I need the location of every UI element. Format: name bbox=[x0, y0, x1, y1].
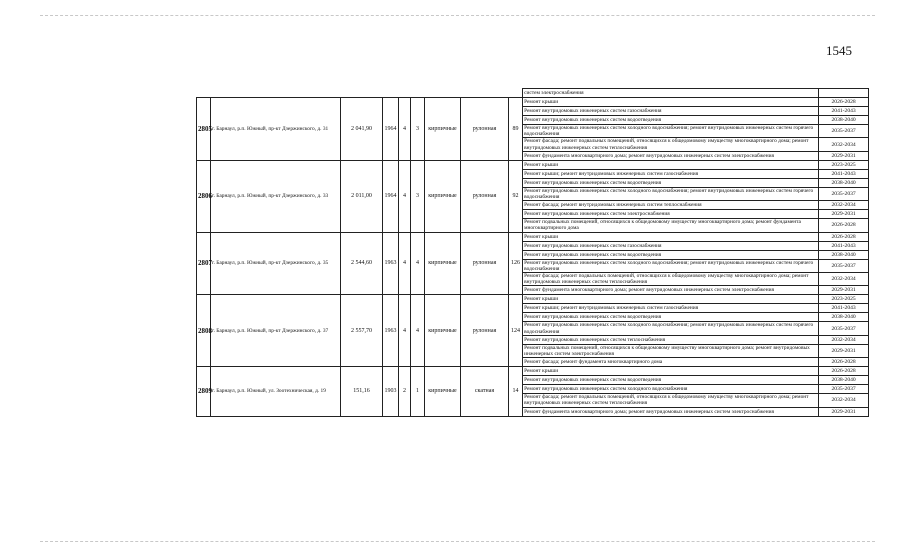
roof-type: скатная bbox=[461, 367, 509, 416]
work-cell: Ремонт внутридомовых инженерных систем электроснабжения bbox=[523, 210, 819, 219]
apartment-count: 92 bbox=[509, 160, 523, 232]
roof-type: рулонная bbox=[461, 98, 509, 161]
building-area: 2 544,60 bbox=[341, 232, 383, 295]
work-cell: Ремонт подвальных помещений, относящихся к общедомовому имуществу многоквартирного дома; ремонт фундамента многоквартирного дома bbox=[523, 219, 819, 232]
building-area: 151,16 bbox=[341, 367, 383, 416]
work-cell: Ремонт крыши bbox=[523, 160, 819, 169]
work-cell: Ремонт крыши bbox=[523, 367, 819, 376]
period-cell: 2029-2031 bbox=[819, 210, 869, 219]
work-cell: Ремонт крыши bbox=[523, 98, 819, 107]
building-number: 2808 bbox=[197, 295, 211, 367]
roof-type: рулонная bbox=[461, 160, 509, 232]
work-cell: Ремонт крыши; ремонт внутридомовых инженерных систем газоснабжения bbox=[523, 169, 819, 178]
building-floors: 4 bbox=[399, 232, 411, 295]
work-cell: Ремонт внутридомовых инженерных систем водоотведения bbox=[523, 116, 819, 125]
apartment-count: 14 bbox=[509, 367, 523, 416]
building-address: г. Барнаул, р.п. Южный, ул. Зоотехническая, д. 19 bbox=[211, 367, 341, 416]
apartment-count: 89 bbox=[509, 98, 523, 161]
period-cell: 2035-2037 bbox=[819, 187, 869, 200]
roof-type: рулонная bbox=[461, 232, 509, 295]
work-cell: Ремонт внутридомовых инженерных систем холодного водоснабжения; ремонт внутридомовых инженерных систем горячего водоснабжения bbox=[523, 322, 819, 335]
period-cell: 2026-2028 bbox=[819, 367, 869, 376]
work-cell: Ремонт фундамента многоквартирного дома; ремонт внутридомовых инженерных систем электроснабжения bbox=[523, 151, 819, 160]
period-cell: 2029-2031 bbox=[819, 407, 869, 416]
work-cell: Ремонт фасада; ремонт подвальных помещений, относящихся к общедомовому имуществу многоквартирного дома; ремонт внутридомовых инженерных систем теплоснабжения bbox=[523, 273, 819, 286]
period-cell: 2026-2028 bbox=[819, 358, 869, 367]
building-area: 2 041,90 bbox=[341, 98, 383, 161]
building-entrances: 3 bbox=[411, 98, 425, 161]
period-cell: 2023-2025 bbox=[819, 160, 869, 169]
work-cell: Ремонт подвальных помещений, относящихся к общедомовому имуществу многоквартирного дома; ремонт внутридомовых инженерных систем электроснабжения bbox=[523, 344, 819, 357]
period-cell: 2029-2031 bbox=[819, 151, 869, 160]
wall-material: кирпичные bbox=[425, 160, 461, 232]
period-cell: 2041-2043 bbox=[819, 304, 869, 313]
work-cell: Ремонт крыши bbox=[523, 295, 819, 304]
building-area: 2 557,70 bbox=[341, 295, 383, 367]
building-address: г. Барнаул, р.п. Южный, пр-кт Дзержинского, д. 31 bbox=[211, 98, 341, 161]
roof-type: рулонная bbox=[461, 295, 509, 367]
table-row bbox=[197, 98, 869, 107]
building-entrances: 3 bbox=[411, 160, 425, 232]
building-number: 2809 bbox=[197, 367, 211, 416]
work-cell: Ремонт внутридомовых инженерных систем холодного водоснабжения; ремонт внутридомовых инженерных систем горячего водоснабжения bbox=[523, 187, 819, 200]
building-floors: 4 bbox=[399, 295, 411, 367]
building-area: 2 011,00 bbox=[341, 160, 383, 232]
building-year: 1963 bbox=[383, 232, 399, 295]
work-cell: Ремонт фасада; ремонт подвальных помещений, относящихся к общедомовому имуществу многоквартирного дома; ремонт внутридомовых инженерных систем теплоснабжения bbox=[523, 138, 819, 151]
period-cell: 2035-2037 bbox=[819, 322, 869, 335]
building-year: 1964 bbox=[383, 98, 399, 161]
table-row bbox=[197, 160, 869, 169]
work-cell: Ремонт фундамента многоквартирного дома; ремонт внутридомовых инженерных систем электроснабжения bbox=[523, 286, 819, 295]
building-entrances: 4 bbox=[411, 295, 425, 367]
wall-material: кирпичные bbox=[425, 232, 461, 295]
building-year: 1903 bbox=[383, 367, 399, 416]
work-cell: Ремонт крыши bbox=[523, 232, 819, 241]
work-cell: Ремонт внутридомовых инженерных систем водоотведения bbox=[523, 313, 819, 322]
building-floors: 4 bbox=[399, 98, 411, 161]
period-cell: 2041-2043 bbox=[819, 107, 869, 116]
period-cell: 2032-2034 bbox=[819, 201, 869, 210]
apartment-count: 126 bbox=[509, 232, 523, 295]
period-cell: 2035-2037 bbox=[819, 259, 869, 272]
building-floors: 2 bbox=[399, 367, 411, 416]
building-entrances: 1 bbox=[411, 367, 425, 416]
period-cell: 2029-2031 bbox=[819, 344, 869, 357]
page-number: 1545 bbox=[826, 43, 852, 58]
period-cell: 2029-2031 bbox=[819, 286, 869, 295]
scan-edge-bottom bbox=[40, 541, 875, 542]
period-cell: 2038-2040 bbox=[819, 178, 869, 187]
work-cell: Ремонт внутридомовых инженерных систем холодного водоснабжения; ремонт внутридомовых инженерных систем горячего водоснабжения bbox=[523, 125, 819, 138]
work-cell: Ремонт внутридомовых инженерных систем газоснабжения bbox=[523, 241, 819, 250]
period-cell: 2032-2034 bbox=[819, 138, 869, 151]
work-cell: Ремонт внутридомовых инженерных систем холодного водоснабжения bbox=[523, 385, 819, 394]
period-cell: 2032-2034 bbox=[819, 273, 869, 286]
work-cell: Ремонт внутридомовых инженерных систем водоотведения bbox=[523, 250, 819, 259]
period-cell: 2041-2043 bbox=[819, 169, 869, 178]
building-number: 2806 bbox=[197, 160, 211, 232]
building-year: 1963 bbox=[383, 295, 399, 367]
period-cell: 2038-2040 bbox=[819, 250, 869, 259]
building-floors: 4 bbox=[399, 160, 411, 232]
period-cell: 2035-2037 bbox=[819, 125, 869, 138]
period-cell: 2035-2037 bbox=[819, 385, 869, 394]
work-cell: Ремонт внутридомовых инженерных систем холодного водоснабжения; ремонт внутридомовых инженерных систем горячего водоснабжения bbox=[523, 259, 819, 272]
table-row bbox=[197, 367, 869, 376]
building-number: 2805 bbox=[197, 98, 211, 161]
building-address: г. Барнаул, р.п. Южный, пр-кт Дзержинского, д. 35 bbox=[211, 232, 341, 295]
work-cell: Ремонт фасада; ремонт подвальных помещений, относящихся к общедомовому имуществу многоквартирного дома; ремонт внутридомовых инженерных систем теплоснабжения bbox=[523, 394, 819, 407]
work-cell: Ремонт крыши; ремонт внутридомовых инженерных систем газоснабжения bbox=[523, 304, 819, 313]
period-cell: 2038-2040 bbox=[819, 313, 869, 322]
work-cell: Ремонт внутридомовых инженерных систем водоотведения bbox=[523, 376, 819, 385]
period-cell: 2026-2028 bbox=[819, 232, 869, 241]
work-cell: Ремонт фасада; ремонт фундамента многоквартирного дома bbox=[523, 358, 819, 367]
building-year: 1964 bbox=[383, 160, 399, 232]
period-cell: 2032-2034 bbox=[819, 335, 869, 344]
work-cell: Ремонт внутридомовых инженерных систем водоотведения bbox=[523, 178, 819, 187]
wall-material: кирпичные bbox=[425, 367, 461, 416]
period-cell: 2032-2034 bbox=[819, 394, 869, 407]
period-cell: 2038-2040 bbox=[819, 376, 869, 385]
work-cell: Ремонт внутридомовых инженерных систем теплоснабжения bbox=[523, 335, 819, 344]
period-cell: 2038-2040 bbox=[819, 116, 869, 125]
work-cell: систем электроснабжения bbox=[523, 89, 819, 98]
table-row bbox=[197, 295, 869, 304]
apartment-count: 124 bbox=[509, 295, 523, 367]
building-number: 2807 bbox=[197, 232, 211, 295]
building-address: г. Барнаул, р.п. Южный, пр-кт Дзержинского, д. 33 bbox=[211, 160, 341, 232]
scan-edge-top bbox=[40, 15, 875, 16]
period-cell: 2041-2043 bbox=[819, 241, 869, 250]
building-address: г. Барнаул, р.п. Южный, пр-кт Дзержинского, д. 37 bbox=[211, 295, 341, 367]
period-cell: 2026-2028 bbox=[819, 98, 869, 107]
table-row bbox=[197, 232, 869, 241]
wall-material: кирпичные bbox=[425, 295, 461, 367]
repair-schedule-table bbox=[196, 88, 869, 417]
period-cell: 2023-2025 bbox=[819, 295, 869, 304]
wall-material: кирпичные bbox=[425, 98, 461, 161]
work-cell: Ремонт внутридомовых инженерных систем газоснабжения bbox=[523, 107, 819, 116]
period-cell: 2026-2028 bbox=[819, 219, 869, 232]
work-cell: Ремонт фундамента многоквартирного дома; ремонт внутридомовых инженерных систем электроснабжения bbox=[523, 407, 819, 416]
continuation-row bbox=[197, 89, 869, 98]
work-cell: Ремонт фасада; ремонт внутридомовых инженерных систем теплоснабжения bbox=[523, 201, 819, 210]
building-entrances: 4 bbox=[411, 232, 425, 295]
